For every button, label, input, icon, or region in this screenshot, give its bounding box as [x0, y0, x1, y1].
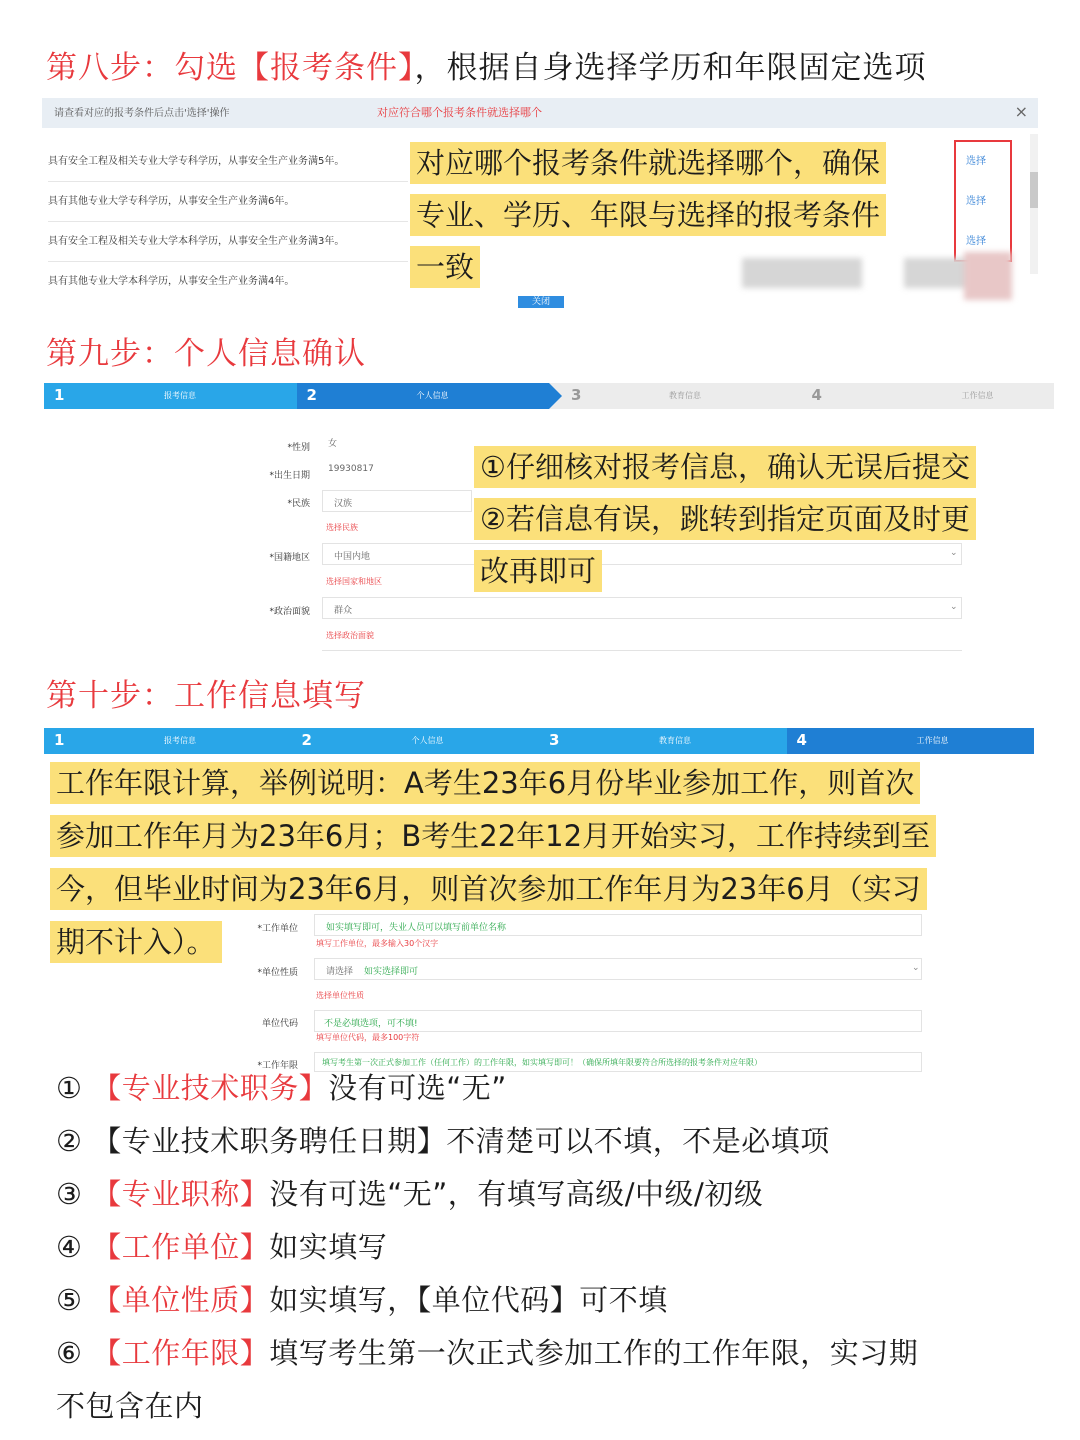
select-link[interactable]: 选择	[966, 196, 986, 207]
progress-step-label: 个人信息	[411, 736, 444, 745]
work-unit-label: *工作单位	[257, 924, 298, 934]
tip-number: ③	[56, 1177, 83, 1211]
step10-heading: 第十步：工作信息填写	[46, 678, 366, 714]
tip-field-name: 【专业职称】	[92, 1177, 270, 1211]
progress-step-label: 工作信息	[916, 736, 949, 745]
tip-item	[56, 1278, 668, 1319]
unit-code-hint: 填写单位代码，最多100字符	[316, 1033, 420, 1042]
progress-step-label: 教育信息	[659, 736, 691, 745]
tip-field-name: 【工作单位】	[92, 1230, 270, 1264]
tip-text: 没有可选“无”	[328, 1071, 507, 1105]
unit-nature-tip: 如实选择即可	[364, 967, 419, 977]
tip-text: 没有可选“无”，有填写高级/中级/初级	[269, 1177, 764, 1211]
work-years-placeholder: 填写考生第一次正式参加工作（任何工作）的工作年限，如实填写即可！（确保所填年限要符合所选择的报考条件对应年限）	[322, 1058, 762, 1067]
politics-select[interactable]	[322, 597, 962, 619]
tip-item	[56, 1172, 763, 1213]
progress-step-current	[787, 728, 1035, 754]
progress-step-label: 报考信息	[164, 736, 196, 745]
tip-field-name: 【单位性质】	[92, 1283, 270, 1317]
step8-heading-dark: ，根据自身选择学历和年限固定选项	[414, 50, 927, 86]
progress-step-number: 2	[306, 386, 317, 404]
progress-step-number: 4	[796, 731, 807, 749]
dialog-hint: 对应符合哪个报考条件就选择哪个	[377, 106, 542, 119]
select-link[interactable]: 选择	[966, 236, 986, 247]
step8-note-line: 对应哪个报考条件就选择哪个，确保	[410, 142, 886, 184]
tip-number: ①	[56, 1071, 83, 1105]
dialog-title: 请查看对应的报考条件后点击'选择'操作	[54, 108, 230, 119]
nation-hint: 选择民族	[326, 523, 358, 532]
step10-progress	[44, 728, 1034, 754]
progress-step-number: 1	[54, 731, 65, 749]
work-unit-hint: 填写工作单位，最多输入30个汉字	[316, 939, 439, 948]
tip-number: ②	[56, 1124, 83, 1158]
tip-item	[56, 1331, 918, 1372]
tip-number: ⑥	[56, 1336, 83, 1370]
unit-code-label: 单位代码	[261, 1019, 298, 1029]
progress-step-number: 3	[571, 386, 582, 404]
birth-label: *出生日期	[269, 471, 310, 481]
condition-row: 具有安全工程及相关专业大学专科学历，从事安全生产业务满5年。	[48, 152, 408, 182]
work-years-label: *工作年限	[257, 1061, 298, 1071]
step8-heading	[46, 42, 927, 87]
condition-row: 具有其他专业大学本科学历，从事安全生产业务满4年。	[48, 276, 295, 287]
blurred-area	[964, 252, 1012, 300]
gender-value: 女	[328, 439, 338, 449]
progress-step-number: 3	[549, 731, 560, 749]
tip-text: 如实填写，【单位代码】可不填	[269, 1283, 668, 1317]
step10-note-line: 今，但毕业时间为23年6月，则首次参加工作年月为23年6月（实习	[50, 868, 927, 910]
progress-step	[802, 383, 1055, 409]
blurred-area	[742, 258, 862, 288]
tip-text: 填写考生第一次正式参加工作的工作年限，实习期	[269, 1336, 919, 1370]
step9-heading: 第九步：个人信息确认	[46, 336, 366, 372]
nation-value: 汉族	[334, 499, 353, 509]
progress-step-number: 4	[811, 386, 822, 404]
tip-continuation: 不包含在内	[56, 1389, 204, 1423]
step10-note-line: 参加工作年月为23年6月；B考生22年12月开始实习，工作持续到至	[50, 815, 936, 857]
tip-item	[56, 1119, 830, 1160]
step9-note-line: ①仔细核对报考信息，确认无误后提交	[474, 446, 976, 488]
progress-step	[539, 728, 787, 754]
tip-field-name: 【工作年限】	[92, 1336, 270, 1370]
progress-step	[44, 728, 292, 754]
divider	[322, 650, 962, 651]
close-button[interactable]: 关闭	[518, 296, 564, 308]
chevron-down-icon: ⌄	[950, 548, 958, 558]
gender-label: *性别	[287, 443, 310, 453]
scroll-thumb[interactable]	[1030, 172, 1038, 208]
tip-text: 如实填写	[269, 1230, 388, 1264]
tip-item	[56, 1225, 387, 1266]
progress-step-current	[297, 383, 550, 409]
step-arrow	[549, 383, 562, 409]
tip-text: 【专业技术职务聘任日期】不清楚可以不填，不是必填项	[92, 1124, 830, 1158]
nation-label: *民族	[287, 499, 310, 509]
unit-code-placeholder: 不是必填选项，可不填!	[324, 1019, 418, 1029]
progress-step	[44, 383, 297, 409]
politics-hint: 选择政治面貌	[326, 631, 374, 640]
work-unit-placeholder: 如实填写即可，失业人员可以填写前单位名称	[326, 923, 507, 933]
progress-step-label: 教育信息	[669, 391, 701, 400]
tip-number: ⑤	[56, 1283, 83, 1317]
condition-row: 具有安全工程及相关专业大学本科学历，从事安全生产业务满3年。	[48, 232, 408, 262]
politics-label: *政治面貌	[269, 607, 310, 617]
politics-value: 群众	[334, 606, 353, 616]
select-link[interactable]: 选择	[966, 156, 986, 167]
unit-nature-value: 请选择	[326, 967, 354, 977]
step10-note-line: 期不计入）。	[50, 921, 222, 963]
region-hint: 选择国家和地区	[326, 577, 382, 586]
progress-step-label: 个人信息	[416, 391, 449, 400]
tip-number: ④	[56, 1230, 83, 1264]
tip-item	[56, 1066, 507, 1107]
step9-progress	[44, 383, 1054, 409]
step8-note-line: 专业、学历、年限与选择的报考条件	[410, 194, 886, 236]
unit-nature-hint: 选择单位性质	[316, 991, 364, 1000]
progress-step	[549, 383, 802, 409]
chevron-down-icon: ⌄	[950, 602, 958, 612]
step9-note-line: 改再即可	[474, 550, 602, 592]
region-label: *国籍地区	[269, 553, 310, 563]
close-icon[interactable]: ×	[1014, 102, 1028, 121]
step8-note-line: 一致	[410, 246, 480, 288]
step10-note-line: 工作年限计算，举例说明：A考生23年6月份毕业参加工作，则首次	[50, 762, 920, 804]
step9-note-line: ②若信息有误，跳转到指定页面及时更	[474, 498, 976, 540]
condition-row: 具有其他专业大学专科学历，从事安全生产业务满6年。	[48, 192, 408, 222]
unit-nature-label: *单位性质	[257, 968, 298, 978]
progress-step-label: 报考信息	[164, 391, 196, 400]
birth-value: 19930817	[328, 464, 374, 474]
region-select[interactable]	[322, 543, 962, 565]
progress-step-number: 1	[54, 386, 65, 404]
progress-step-label: 工作信息	[961, 391, 994, 400]
chevron-down-icon: ⌄	[912, 963, 920, 973]
region-value: 中国内地	[334, 552, 371, 562]
progress-step	[292, 728, 540, 754]
step8-heading-red: 第八步：勾选【报考条件】	[46, 50, 415, 86]
tip-field-name: 【专业技术职务】	[92, 1071, 329, 1105]
progress-step-number: 2	[301, 731, 312, 749]
